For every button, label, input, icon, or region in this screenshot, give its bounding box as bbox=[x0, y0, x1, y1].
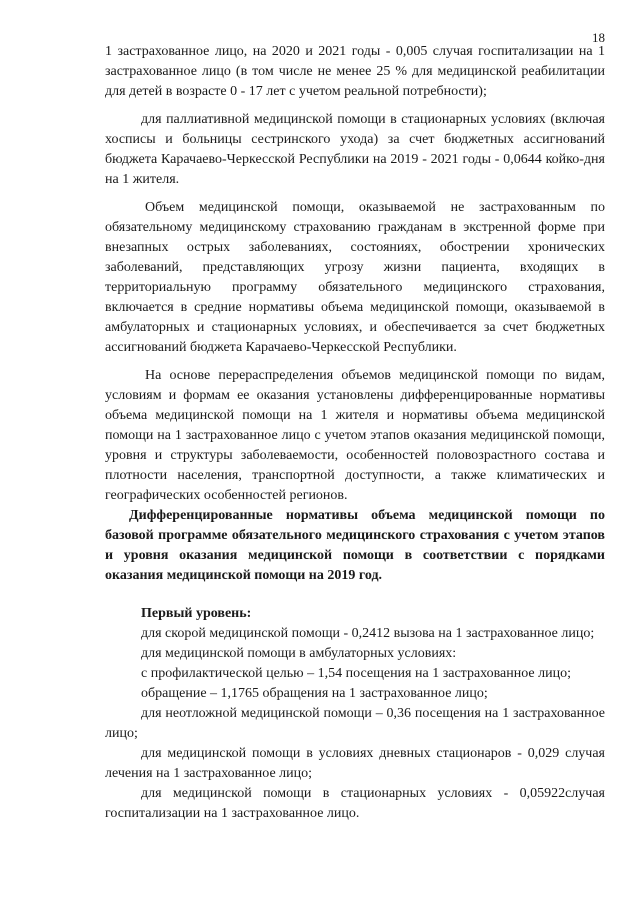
level-title: Первый уровень: bbox=[141, 606, 252, 621]
list-item: для медицинской помощи в условиях дневных стационаров - 0,029 случая лечения на 1 застрахованное лицо; bbox=[105, 746, 605, 781]
list-item: обращение – 1,1765 обращения на 1 застрахованное лицо; bbox=[141, 686, 488, 701]
paragraph-redistribution: На основе перераспределения объемов медицинской помощи по видам, условиям и формам ее оказания установлены дифференцированные нормативы объема медицинской помощи на 1 жителя и нормативы объема медицинской помощи на 1 застрахованное лицо с учетом этапов оказания медицинской помощи, уровня и структуры заболеваемости, особенностей половозрастного состава и плотности населения, транспортной доступности, а также климатических и географических особенностей регионов. bbox=[105, 368, 605, 503]
list-item: для скорой медицинской помощи - 0,2412 вызова на 1 застрахованное лицо; bbox=[141, 626, 595, 641]
paragraph-continuation: 1 застрахованное лицо, на 2020 и 2021 годы - 0,005 случая госпитализации на 1 застрахованное лицо (в том числе не менее 25 % для медицинской реабилитации для детей в возрасте 0 - 17 лет с учетом реальной потребности); bbox=[105, 44, 605, 99]
list-item: для медицинской помощи в амбулаторных условиях: bbox=[141, 646, 457, 661]
document-body bbox=[105, 42, 605, 824]
list-item: с профилактической целью – 1,54 посещения на 1 застрахованное лицо; bbox=[141, 666, 571, 681]
list-item: для неотложной медицинской помощи – 0,36 посещения на 1 застрахованное лицо; bbox=[105, 706, 605, 741]
paragraph-palliative: для паллиативной медицинской помощи в стационарных условиях (включая хосписы и больницы сестринского ухода) за счет бюджетных ассигнований бюджета Карачаево-Черкесской Республики на 2019 - 2021 годы - 0,0644 койко-дня на 1 жителя. bbox=[105, 112, 605, 187]
section-heading: Дифференцированные нормативы объема медицинской помощи по базовой программе обязательного медицинского страхования с учетом этапов и уровня оказания медицинской помощи в соответствии с порядками оказания медицинской помощи на 2019 год. bbox=[105, 508, 605, 583]
page-number: 18 bbox=[592, 30, 605, 45]
paragraph-uninsured: Объем медицинской помощи, оказываемой не застрахованным по обязательному медицинскому страхованию гражданам в экстренной форме при внезапных острых заболеваниях, состояниях, обострении хронических заболеваний, представляющих угрозу жизни пациента, входящих в территориальную программу обязательного медицинского страхования, включается в средние нормативы объема медицинской помощи, оказываемой в амбулаторных и стационарных условиях, и обеспечивается за счет бюджетных ассигнований бюджета Карачаево-Черкесской Республики. bbox=[105, 200, 605, 355]
list-item: для медицинской помощи в стационарных условиях - 0,05922случая госпитализации на 1 застрахованное лицо. bbox=[105, 786, 605, 821]
